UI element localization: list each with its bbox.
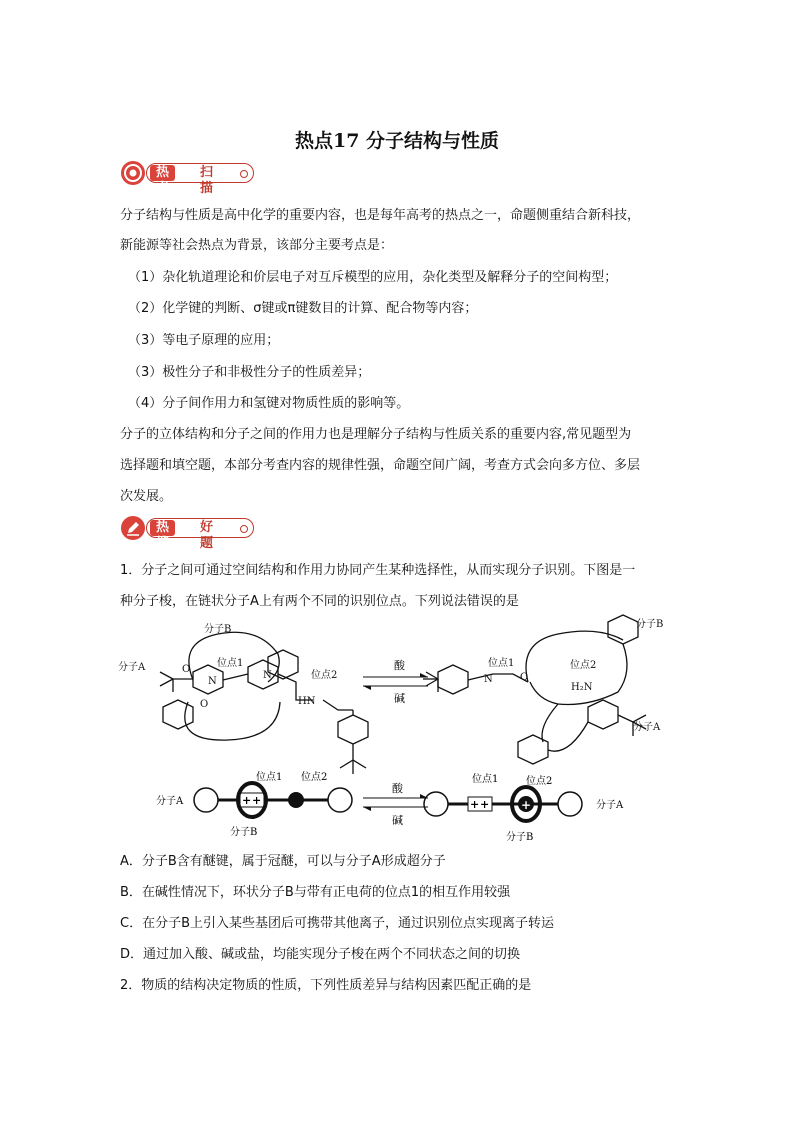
site1-label: 位点1	[472, 774, 499, 785]
banner-dot	[240, 170, 248, 178]
banner-label-questions: 好题	[200, 520, 214, 551]
question-stem: 2．物质的结构决定物质的性质，下列性质差异与结构因素匹配正确的是	[120, 978, 532, 993]
acid-label: 酸	[392, 782, 403, 795]
molecule-a-label: 分子A	[156, 796, 184, 807]
plus-sign: +	[252, 794, 262, 807]
intro-line: 分子的立体结构和分子之间的作用力也是理解分子结构与性质关系的重要内容,常见题型为	[120, 427, 632, 442]
point-item: （2）化学键的判断、σ键或π键数目的计算、配合物等内容；	[128, 301, 478, 316]
site2-label: 位点2	[526, 776, 553, 787]
molecule-b-label: 分子B	[506, 832, 534, 842]
molecule-a-label: 分子A	[118, 662, 146, 673]
page-title: 热点17 分子结构与性质	[294, 130, 500, 152]
target-icon	[120, 160, 146, 186]
question-stem: 1．分子之间可通过空间结构和作用力协同产生某种选择性，从而实现分子识别。下图是一	[120, 563, 636, 578]
point-item: （4）分子间作用力和氢键对物质性质的影响等。	[128, 396, 410, 411]
intro-line: 分子结构与性质是高中化学的重要内容，也是每年高考的热点之一，命题侧重结合新科技，	[120, 208, 641, 223]
o-atom: O	[200, 699, 209, 710]
n-atom: N	[263, 670, 272, 681]
left-structure	[160, 632, 368, 774]
molecule-b-label: 分子B	[230, 827, 258, 838]
point-item: （3）极性分子和非极性分子的性质差异；	[128, 365, 371, 380]
h2n-group: H₂N	[571, 682, 593, 693]
intro-line: 次发展。	[120, 489, 173, 504]
site2-label: 位点2	[570, 660, 597, 671]
plus-sign: +	[470, 798, 480, 811]
plus-sign: +	[480, 798, 490, 811]
banner-label-scan: 扫描	[200, 165, 214, 196]
molecule-b-label: 分子B	[636, 619, 664, 630]
intro-line: 新能源等社会热点为背景，该部分主要考点是：	[120, 238, 394, 253]
equilibrium-arrows	[363, 658, 428, 705]
molecule-a-label: 分子A	[596, 800, 624, 811]
n-atom: N	[484, 674, 493, 685]
banner-dot	[240, 525, 248, 533]
point-item: （3）等电子原理的应用；	[128, 333, 280, 348]
molecular-shuttle-figure	[118, 612, 678, 842]
acid-label: 酸	[394, 659, 405, 672]
option-a: A．分子B含有醚键，属于冠醚，可以与分子A形成超分子	[120, 854, 446, 869]
right-structure	[423, 615, 646, 764]
point-item: （1）杂化轨道理论和价层电子对互斥模型的应用，杂化类型及解释分子的空间构型；	[128, 270, 618, 285]
site2-label: 位点2	[301, 772, 328, 783]
intro-line: 选择题和填空题，本部分考查内容的规律性强，命题空间广阔，考查方式会向多方位、多层	[120, 458, 641, 473]
site1-label: 位点1	[488, 658, 515, 669]
plus-sign: +	[521, 798, 532, 812]
schematic-arrows	[363, 781, 428, 827]
site1-label: 位点1	[256, 772, 283, 783]
n-atom: N	[208, 676, 217, 687]
schematic-left	[156, 770, 352, 838]
site2-label: 位点2	[311, 670, 338, 681]
schematic-right	[424, 772, 624, 842]
molecule-b-label: 分子B	[204, 624, 232, 635]
hn-group: HN	[298, 696, 316, 707]
molecule-a-label: 分子A	[633, 722, 661, 733]
option-b: B．在碱性情况下，环状分子B与带有正电荷的位点1的相互作用较强	[120, 885, 511, 900]
question-stem: 种分子梭，在链状分子A上有两个不同的识别位点。下列说法错误的是	[120, 594, 519, 609]
option-d: D．通过加入酸、碱或盐，均能实现分子梭在两个不同状态之间的切换	[120, 947, 521, 962]
site1-label: 位点1	[217, 658, 244, 669]
right-structure-labels	[484, 617, 663, 733]
left-structure-labels	[118, 622, 337, 710]
plus-sign: +	[242, 794, 252, 807]
base-label: 碱	[392, 814, 403, 827]
base-label: 碱	[394, 692, 405, 705]
banner-label-hot: 热点	[150, 165, 175, 181]
o-atom: O	[182, 664, 191, 675]
o-atom: O	[520, 672, 529, 683]
option-c: C．在分子B上引入某些基团后可携带其他离子，通过识别位点实现离子转运	[120, 916, 554, 931]
banner-label-search: 热搜	[150, 520, 175, 536]
pencil-icon	[120, 515, 146, 541]
